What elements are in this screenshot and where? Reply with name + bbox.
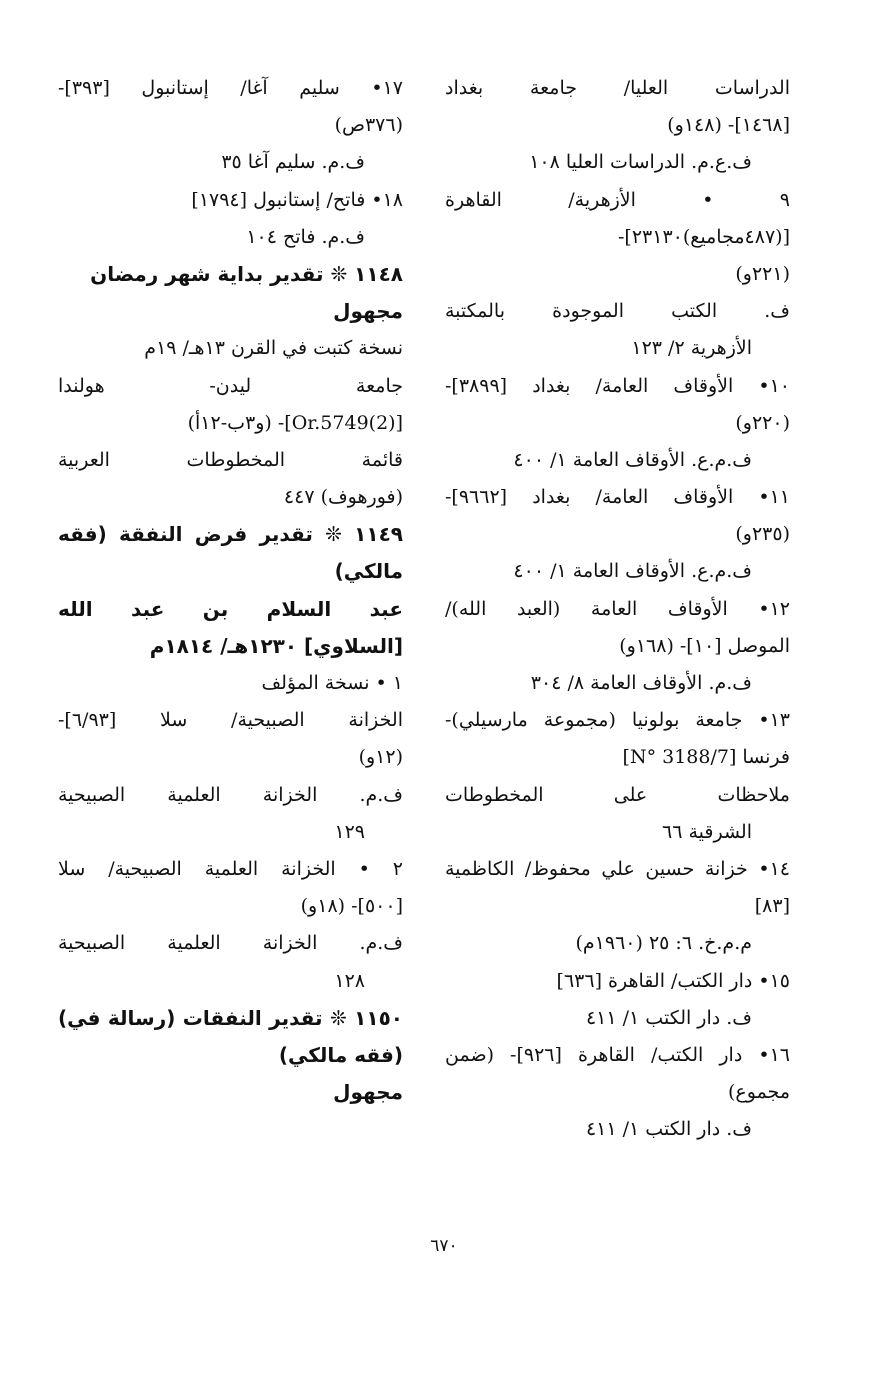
text-line: ف.م. الخزانة العلمية الصبيحية xyxy=(58,783,403,806)
text-line: ف. دار الكتب ١/ ٤١١ xyxy=(585,1118,752,1141)
text-line: ف.م. الخزانة العلمية الصبيحية xyxy=(58,932,403,955)
page-number: ٦٧٠ xyxy=(430,1236,458,1256)
text-line: الأزهرية ٢/ ١٢٣ xyxy=(631,337,752,360)
text-line: ٩ • الأزهرية/ القاهرة xyxy=(445,188,790,211)
right-column xyxy=(445,70,790,1148)
text-line: ١١٤٨ ❊ تقدير بداية شهر رمضان xyxy=(90,261,403,286)
text-line: ف.م. فاتح ١٠٤ xyxy=(246,225,365,248)
text-line: ف. الكتب الموجودة بالمكتبة xyxy=(445,300,790,323)
text-line: (١٢و) xyxy=(358,746,403,769)
text-line: ١١٥٠ ❊ تقدير النفقات (رسالة في) xyxy=(58,1005,403,1030)
text-line: قائمة المخطوطات العربية xyxy=(58,448,403,471)
text-line: ١١٤٩ ❊ تقدير فرض النفقة (فقه xyxy=(58,522,403,547)
text-line: نسخة كتبت في القرن ١٣هـ/ ١٩م xyxy=(144,337,403,360)
text-line: فرنسا [N° 3188/7] xyxy=(622,746,790,769)
text-line: ١٤• خزانة حسين علي محفوظ/ الكاظمية xyxy=(445,857,790,880)
text-line: ملاحظات على المخطوطات xyxy=(445,783,790,806)
text-line: (٢٣٥و) xyxy=(735,523,790,546)
text-line: الدراسات العليا/ جامعة بغداد xyxy=(445,77,790,99)
text-line: مالكي) xyxy=(334,559,403,584)
text-line: (٣٧٦ص) xyxy=(334,114,403,137)
text-line: الموصل [١٠]- (١٦٨و) xyxy=(619,634,790,657)
text-line: (٢٢١و) xyxy=(735,262,790,285)
text-line: ١٢٨ xyxy=(334,969,365,992)
text-line: ١٣• جامعة بولونيا (مجموعة مارسيلي)- xyxy=(445,709,790,732)
left-column xyxy=(58,70,403,1111)
text-line: الخزانة الصبيحية/ سلا [٦/٩٣]- xyxy=(58,709,403,732)
text-line: [٨٣] xyxy=(754,895,790,918)
text-line: ١٨• فاتح/ إستانبول [١٧٩٤] xyxy=(191,188,403,211)
text-line: ١١• الأوقاف العامة/ بغداد [٩٦٦٢]- xyxy=(445,486,790,509)
text-line: جامعة ليدن- هولندا xyxy=(58,374,403,397)
text-line: [(٤٨٧مجاميع)٢٣١٣٠]- xyxy=(618,225,790,248)
text-line: (فقه مالكي) xyxy=(278,1042,403,1067)
text-line: ١٦• دار الكتب/ القاهرة [٩٢٦]- (ضمن xyxy=(445,1043,790,1066)
text-line: ف.م. الأوقاف العامة ٨/ ٣٠٤ xyxy=(530,672,752,694)
text-line: ف.م.ع. الأوقاف العامة ١/ ٤٠٠ xyxy=(513,560,752,583)
text-line: عبد السلام بن عبد الله xyxy=(58,596,403,621)
text-line: [Or.5749(2)]- (و٣ب-١٢أ) xyxy=(187,411,403,434)
text-line: مجموع) xyxy=(728,1081,790,1104)
text-line: ١٠• الأوقاف العامة/ بغداد [٣٨٩٩]- xyxy=(445,374,790,397)
text-line: [١٤٦٨]- (١٤٨و) xyxy=(667,114,790,137)
text-line: ف.م.ع. الأوقاف العامة ١/ ٤٠٠ xyxy=(513,448,752,471)
text-line: (٢٢٠و) xyxy=(735,411,790,434)
text-line: م.م.خ. ٦: ٢٥ (١٩٦٠م) xyxy=(575,932,752,955)
text-line: [السلاوي] ١٢٣٠هـ/ ١٨١٤م xyxy=(149,633,403,658)
text-line: ١ • نسخة المؤلف xyxy=(261,672,403,694)
text-line: (فورهوف) ٤٤٧ xyxy=(283,486,403,509)
text-line: مجهول xyxy=(333,299,403,324)
text-line: ١٥• دار الكتب/ القاهرة [٦٣٦] xyxy=(556,969,790,992)
text-line: ف.ع.م. الدراسات العليا ١٠٨ xyxy=(529,151,752,174)
text-line: [٥٠٠]- (١٨و) xyxy=(300,895,403,918)
text-line: ٢ • الخزانة العلمية الصبيحية/ سلا xyxy=(58,857,403,880)
text-line: ١٧• سليم آغا/ إستانبول [٣٩٣]- xyxy=(58,77,403,99)
text-line: ١٢• الأوقاف العامة (العبد الله)/ xyxy=(445,597,790,620)
text-line: الشرقية ٦٦ xyxy=(662,820,752,843)
text-line: مجهول xyxy=(333,1080,403,1105)
text-line: ١٢٩ xyxy=(334,820,365,843)
text-line: ف.م. سليم آغا ٣٥ xyxy=(221,151,365,174)
text-line: ف. دار الكتب ١/ ٤١١ xyxy=(585,1006,752,1029)
